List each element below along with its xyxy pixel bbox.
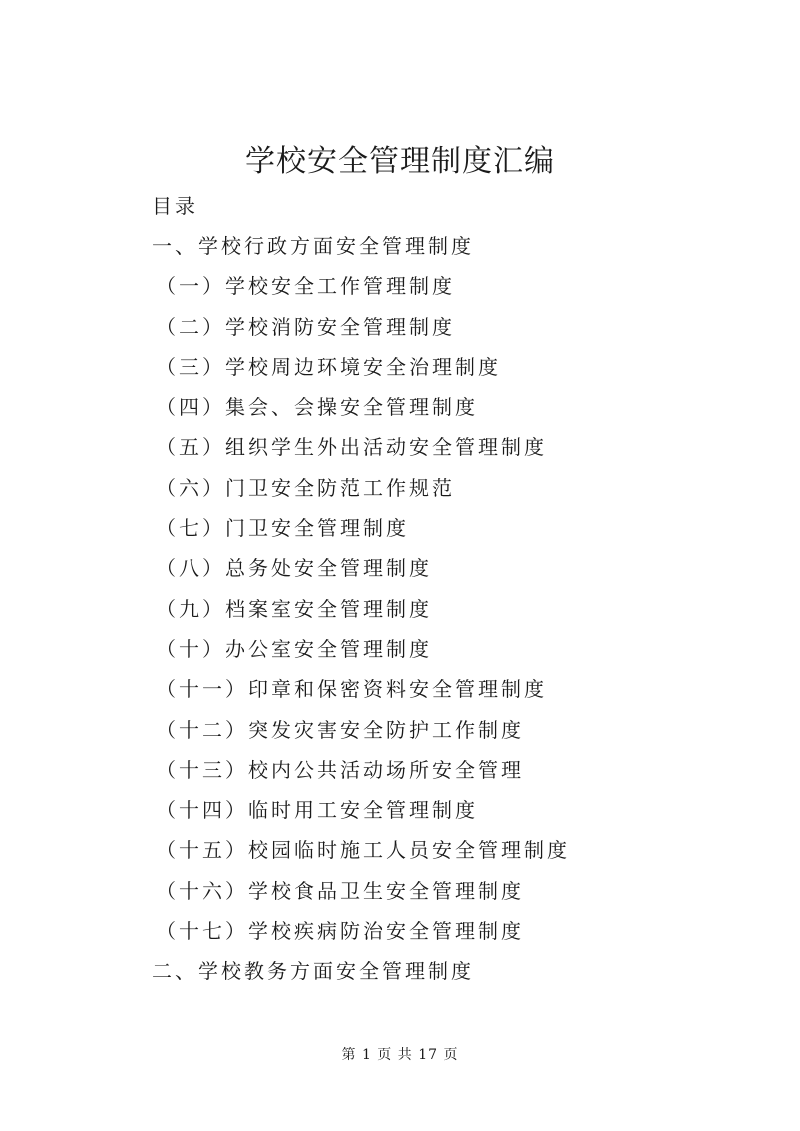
toc-item: 一、学校行政方面安全管理制度 xyxy=(152,234,474,258)
toc-item: （十四）临时用工安全管理制度 xyxy=(156,798,478,823)
toc-item: （十六）学校食品卫生安全管理制度 xyxy=(156,878,524,903)
toc-item: （六）门卫安全防范工作规范 xyxy=(156,475,455,500)
toc-item: （四）集会、会操安全管理制度 xyxy=(156,395,478,420)
toc-item: （一）学校安全工作管理制度 xyxy=(156,274,455,299)
toc-heading: 目录 xyxy=(152,194,198,218)
toc-item: （十二）突发灾害安全防护工作制度 xyxy=(156,717,524,742)
toc-item: （九）档案室安全管理制度 xyxy=(156,596,432,621)
toc-item: （十五）校园临时施工人员安全管理制度 xyxy=(156,838,570,863)
toc-item: （十七）学校疾病防治安全管理制度 xyxy=(156,919,524,944)
toc-item: 二、学校教务方面安全管理制度 xyxy=(152,959,474,984)
toc-item: （十三）校内公共活动场所安全管理 xyxy=(156,757,524,782)
page-title: 学校安全管理制度汇编 xyxy=(245,144,555,179)
toc-item: （五）组织学生外出活动安全管理制度 xyxy=(156,435,547,460)
toc-item: （十一）印章和保密资料安全管理制度 xyxy=(156,677,547,702)
toc-item: （三）学校周边环境安全治理制度 xyxy=(156,354,501,379)
toc-item: （十）办公室安全管理制度 xyxy=(156,636,432,661)
toc-item: （七）门卫安全管理制度 xyxy=(156,516,409,541)
toc-item: （二）学校消防安全管理制度 xyxy=(156,314,455,339)
toc-item: （八）总务处安全管理制度 xyxy=(156,556,432,581)
page-footer: 第 1 页 共 17 页 xyxy=(341,1047,459,1063)
table-of-contents xyxy=(152,230,752,996)
